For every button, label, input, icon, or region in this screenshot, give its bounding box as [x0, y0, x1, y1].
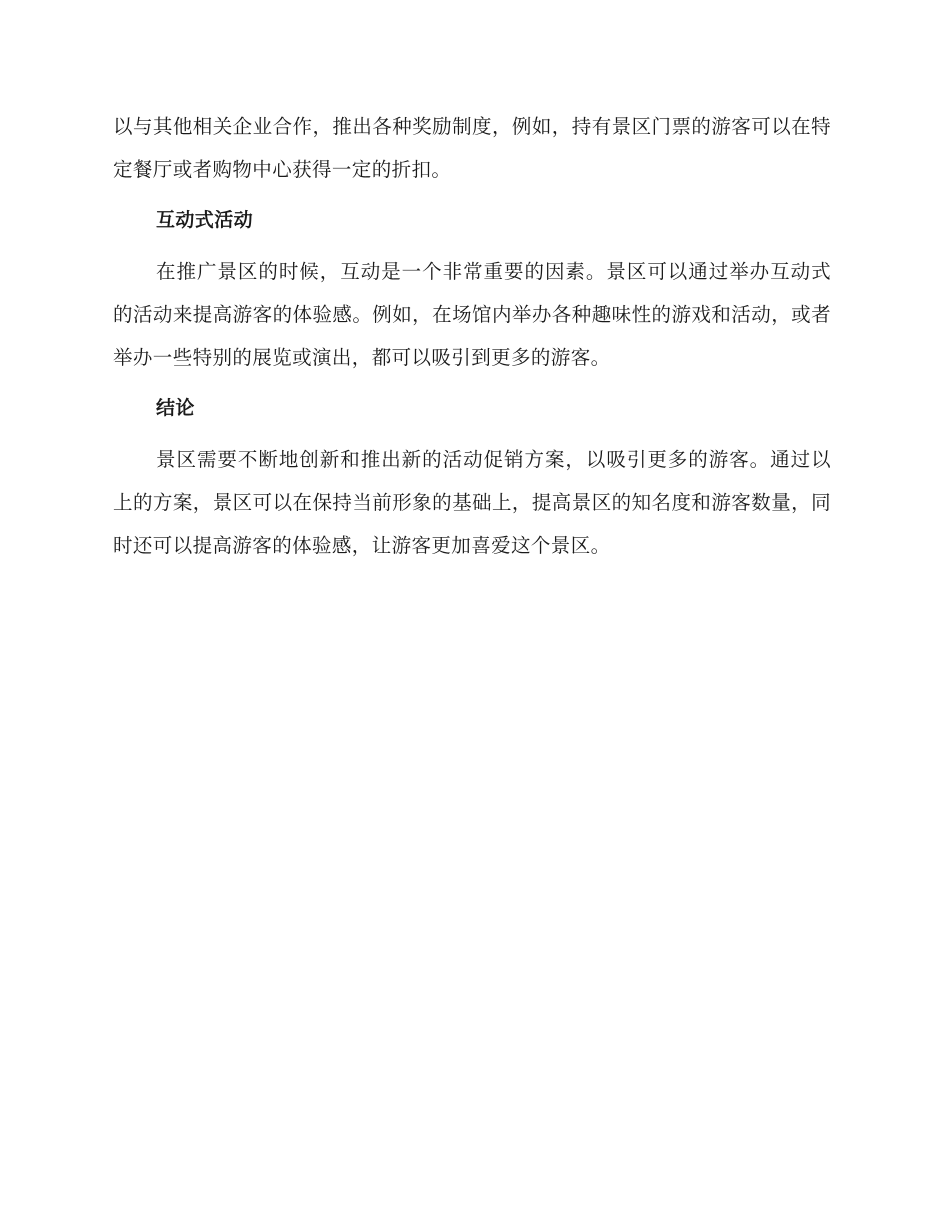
- paragraph-interactive-activities: 在推广景区的时候，互动是一个非常重要的因素。景区可以通过举办互动式的活动来提高游客的体验感。例如，在场馆内举办各种趣味性的游戏和活动，或者举办一些特别的展览或演出，都可以吸引到更多的游客。: [113, 260, 831, 369]
- paragraph-conclusion: 景区需要不断地创新和推出新的活动促销方案，以吸引更多的游客。通过以上的方案，景区可以在保持当前形象的基础上，提高景区的知名度和游客数量，同时还可以提高游客的体验感，让游客更加喜爱这个景区。: [113, 448, 831, 557]
- section-heading-interactive-activities: 互动式活动: [156, 209, 254, 231]
- section-heading-conclusion: 结论: [156, 397, 195, 419]
- paragraph-discount-partnership: 以与其他相关企业合作，推出各种奖励制度，例如，持有景区门票的游客可以在特定餐厅或者购物中心获得一定的折扣。: [113, 115, 831, 181]
- document-body: [113, 105, 831, 575]
